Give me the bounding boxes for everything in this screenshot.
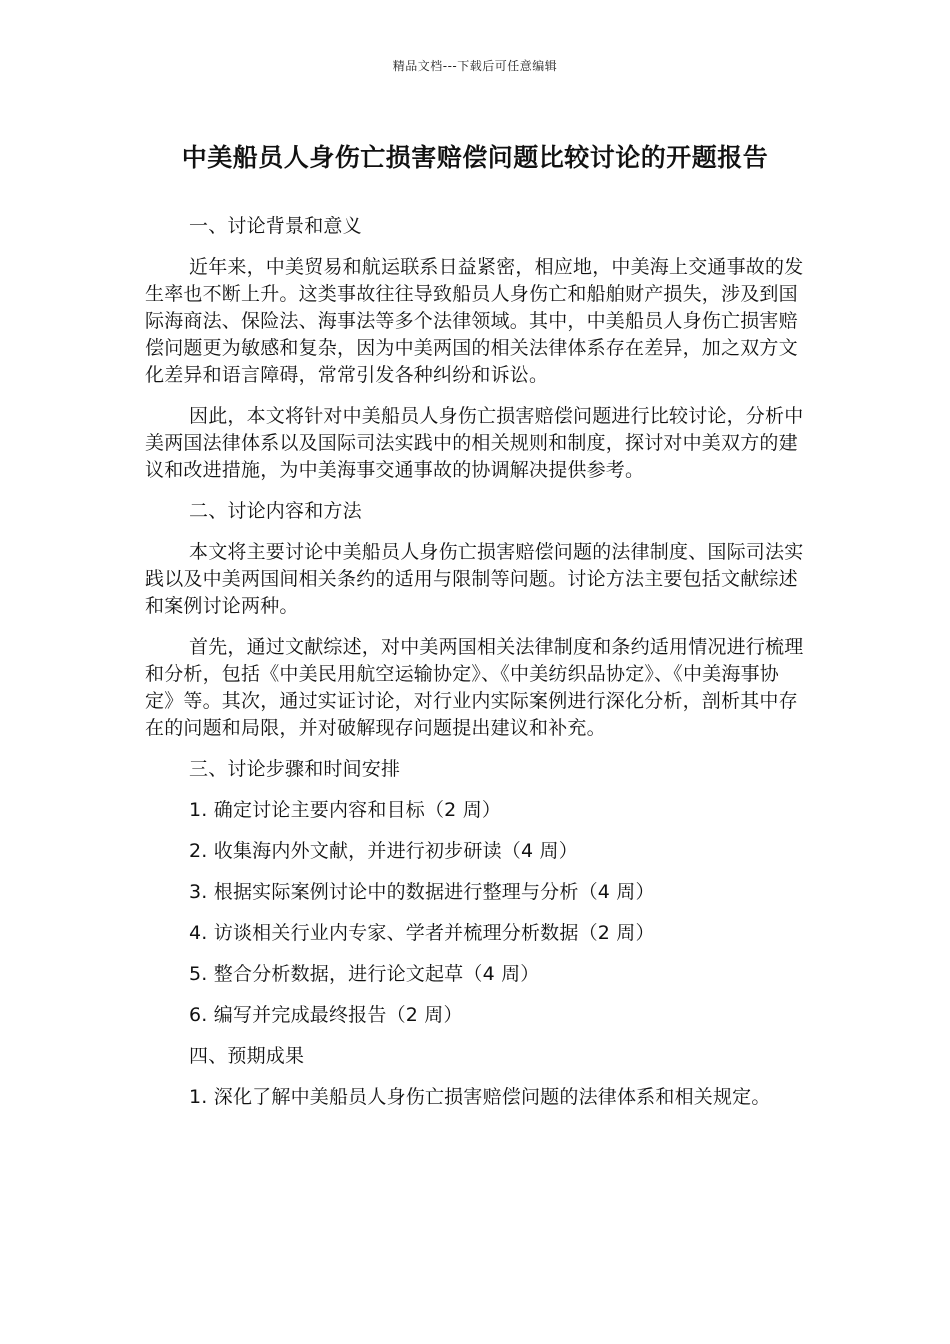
schedule-list-item: 3. 根据实际案例讨论中的数据进行整理与分析（4 周） xyxy=(189,881,655,903)
schedule-list-item: 2. 收集海内外文献，并进行初步研读（4 周） xyxy=(189,840,578,862)
header-note: 精品文档---下载后可任意编辑 xyxy=(392,59,558,73)
document-body xyxy=(145,213,805,1125)
body-paragraph: 首先，通过文献综述，对中美两国相关法律制度和条约适用情况进行梳理和分析，包括《中美民用航空运输协定》、《中美纺织品协定》、《中美海事协定》等。其次，通过实证讨论，对行业内实际案例进行深化分析，剖析其中存在的问题和局限，并对破解现存问题提出建议和补充。 xyxy=(145,636,804,739)
section-heading-expected-results: 四、预期成果 xyxy=(189,1045,305,1067)
body-paragraph: 本文将主要讨论中美船员人身伤亡损害赔偿问题的法律制度、国际司法实践以及中美两国间相关条约的适用与限制等问题。讨论方法主要包括文献综述和案例讨论两种。 xyxy=(145,541,804,617)
document-title: 中美船员人身伤亡损害赔偿问题比较讨论的开题报告 xyxy=(181,143,769,172)
results-list-item: 1. 深化了解中美船员人身伤亡损害赔偿问题的法律体系和相关规定。 xyxy=(189,1086,771,1108)
body-paragraph: 近年来，中美贸易和航运联系日益紧密，相应地，中美海上交通事故的发生率也不断上升。这类事故往往导致船员人身伤亡和船舶财产损失，涉及到国际海商法、保险法、海事法等多个法律领域。其中，中美船员人身伤亡损害赔偿问题更为敏感和复杂，因为中美两国的相关法律体系存在差异，加之双方文化差异和语言障碍，常常引发各种纠纷和诉讼。 xyxy=(145,256,804,386)
body-paragraph: 因此，本文将针对中美船员人身伤亡损害赔偿问题进行比较讨论，分析中美两国法律体系以及国际司法实践中的相关规则和制度，探讨对中美双方的建议和改进措施，为中美海事交通事故的协调解决提供参考。 xyxy=(145,405,804,481)
section-heading-background: 一、讨论背景和意义 xyxy=(189,215,362,237)
schedule-list-item: 5. 整合分析数据，进行论文起草（4 周） xyxy=(189,963,540,985)
section-heading-content-method: 二、讨论内容和方法 xyxy=(189,500,362,522)
schedule-list-item: 6. 编写并完成最终报告（2 周） xyxy=(189,1004,463,1026)
section-heading-schedule: 三、讨论步骤和时间安排 xyxy=(189,758,401,780)
schedule-list-item: 1. 确定讨论主要内容和目标（2 周） xyxy=(189,799,502,821)
schedule-list-item: 4. 访谈相关行业内专家、学者并梳理分析数据（2 周） xyxy=(189,922,655,944)
